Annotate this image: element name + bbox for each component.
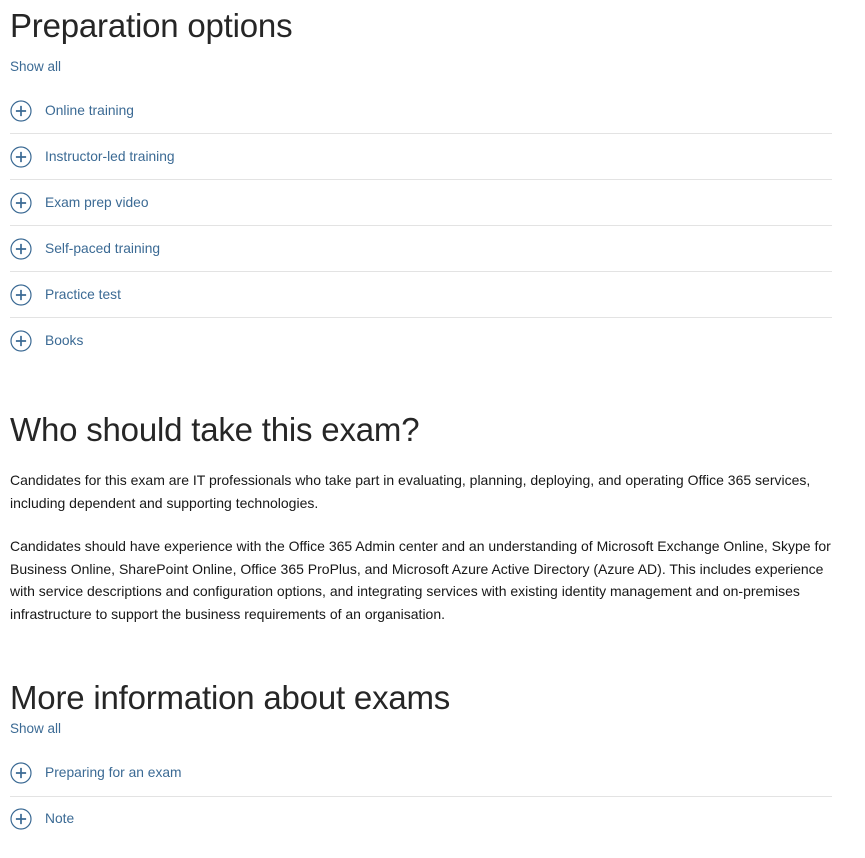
accordion-row[interactable] [10, 134, 832, 180]
accordion-row-label: Note [45, 811, 75, 827]
accordion-row-label: Books [45, 332, 84, 348]
plus-circle-icon[interactable] [10, 100, 32, 122]
preparation-accordion-wrapper [10, 88, 865, 363]
accordion-row-label: Preparing for an exam [45, 765, 182, 781]
audience-paragraph-2: Candidates should have experience with the Office 365 Admin center and an understanding of Microsoft Exchange Online, Skype for Business Online, SharePoint Online, Office 365 ProPlus, and Microsoft Azure Active Directory (Azure AD). This includes experience with service descriptions and configuration options, and integrating services with existing identity management and on-premises infrastructure to support the business requirements of an organisation. [10, 538, 831, 622]
plus-circle-icon[interactable] [10, 808, 32, 830]
audience-heading: Who should take this exam? [10, 411, 420, 448]
plus-circle-icon[interactable] [10, 330, 32, 352]
more-info-accordion-wrapper [10, 751, 865, 842]
more-info-section [10, 678, 865, 842]
accordion-row[interactable] [10, 797, 832, 842]
plus-circle-icon[interactable] [10, 146, 32, 168]
accordion-row-label: Self-paced training [45, 240, 161, 256]
accordion-row[interactable] [10, 272, 832, 318]
accordion-row-label: Exam prep video [45, 194, 149, 210]
audience-section [10, 410, 865, 626]
more-info-accordion [10, 751, 832, 842]
audience-paragraph-1: Candidates for this exam are IT professionals who take part in evaluating, planning, deploying, and operating Office 365 services, including dependent and supporting technologies. [10, 472, 811, 511]
show-all-preparation-link[interactable]: Show all [10, 59, 62, 74]
accordion-row[interactable] [10, 226, 832, 272]
plus-circle-icon[interactable] [10, 192, 32, 214]
plus-circle-icon[interactable] [10, 284, 32, 306]
accordion-row-label: Practice test [45, 286, 121, 302]
plus-circle-icon[interactable] [10, 238, 32, 260]
plus-circle-icon[interactable] [10, 762, 32, 784]
accordion-row[interactable] [10, 88, 832, 134]
more-info-heading: More information about exams [10, 678, 451, 716]
accordion-row[interactable] [10, 318, 832, 363]
accordion-row-label: Online training [45, 102, 134, 118]
accordion-row[interactable] [10, 180, 832, 226]
preparation-accordion [10, 88, 832, 363]
accordion-row[interactable] [10, 751, 832, 797]
accordion-row-label: Instructor-led training [45, 148, 175, 164]
show-all-more-info-link[interactable]: Show all [10, 720, 62, 736]
page-title: Preparation options [10, 7, 293, 44]
